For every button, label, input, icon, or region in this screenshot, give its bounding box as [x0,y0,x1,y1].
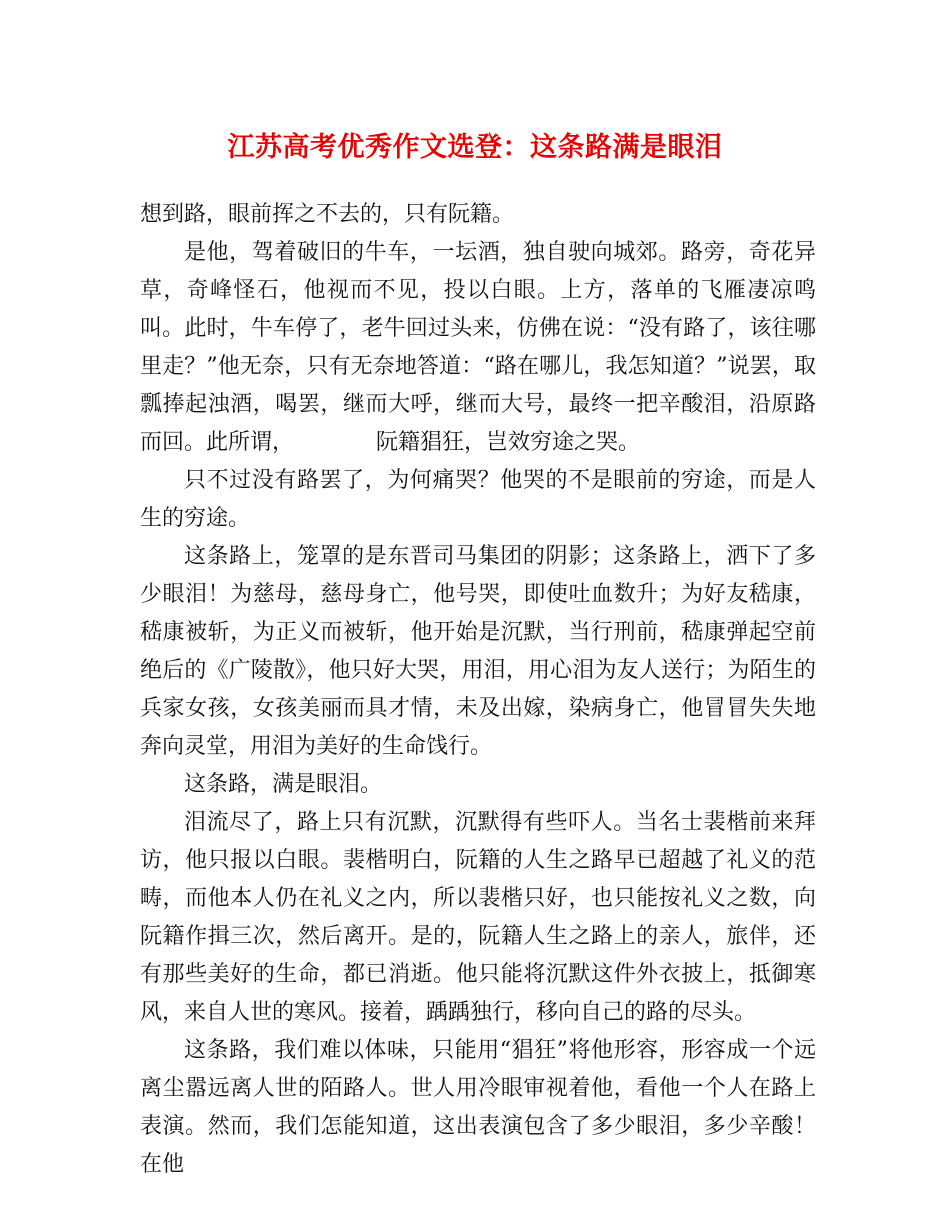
paragraph-5: 这条路，满是眼泪。 [184,772,383,797]
paragraph-7: 这条路，我们难以体味，只能用“猖狂”将他形容，形容成一个远离尘嚣远离人世的陌路人。世人用冷眼审视着他，看他一个人在路上表演。然而，我们怎能知道，这出表演包含了多少眼泪，多少辛酸！在他 [140,1038,816,1177]
article-body [140,196,816,1184]
paragraph-6: 泪流尽了，路上只有沉默，沉默得有些吓人。当名士裴楷前来拜访，他只报以白眼。裴楷明白，阮籍的人生之路早已超越了礼义的范畴，而他本人仍在礼义之内，所以裴楷只好，也只能按礼义之数，向阮籍作揖三次，然后离开。是的，阮籍人生之路上的亲人，旅伴，还有那些美好的生命，都已消逝。他只能将沉默这件外衣披上，抵御寒风，来自人世的寒风。接着，踽踽独行，移向自己的路的尽头。 [140,810,816,1025]
paragraph-2 [140,234,816,462]
document-title: 江苏高考优秀作文选登：这条路满是眼泪 [227,132,723,163]
paragraph-4: 这条路上，笼罩的是东晋司马集团的阴影；这条路上，洒下了多少眼泪！为慈母，慈母身亡，他号哭，即使吐血数升；为好友嵇康，嵇康被斩，为正义而被斩，他开始是沉默，当行刑前，嵇康弹起空前绝后的《广陵散》，他只好大哭，用泪，用心泪为友人送行；为陌生的兵家女孩，女孩美丽而具才情，未及出嫁，染病身亡，他冒冒失失地奔向灵堂，用泪为美好的生命饯行。 [140,544,816,759]
paragraph-1: 想到路，眼前挥之不去的，只有阮籍。 [140,202,515,227]
paragraph-3: 只不过没有路罢了，为何痛哭？他哭的不是眼前的穷途，而是人生的穷途。 [140,468,816,531]
paragraph-2-quote: 阮籍猖狂，岂效穷途之哭。 [376,430,641,455]
paragraph-2-text: 是他，驾着破旧的牛车，一坛酒，独自驶向城郊。路旁，奇花异草，奇峰怪石，他视而不见，投以白眼。上方，落单的飞雁凄凉鸣叫。此时，牛车停了，老牛回过头来，仿佛在说：“没有路了，该往哪里走？”他无奈，只有无奈地答道：“路在哪儿，我怎知道？”说罢，取瓢捧起浊酒，喝罢，继而大呼，继而大号，最终一把辛酸泪，沿原路而回。此所谓， [140,240,816,455]
